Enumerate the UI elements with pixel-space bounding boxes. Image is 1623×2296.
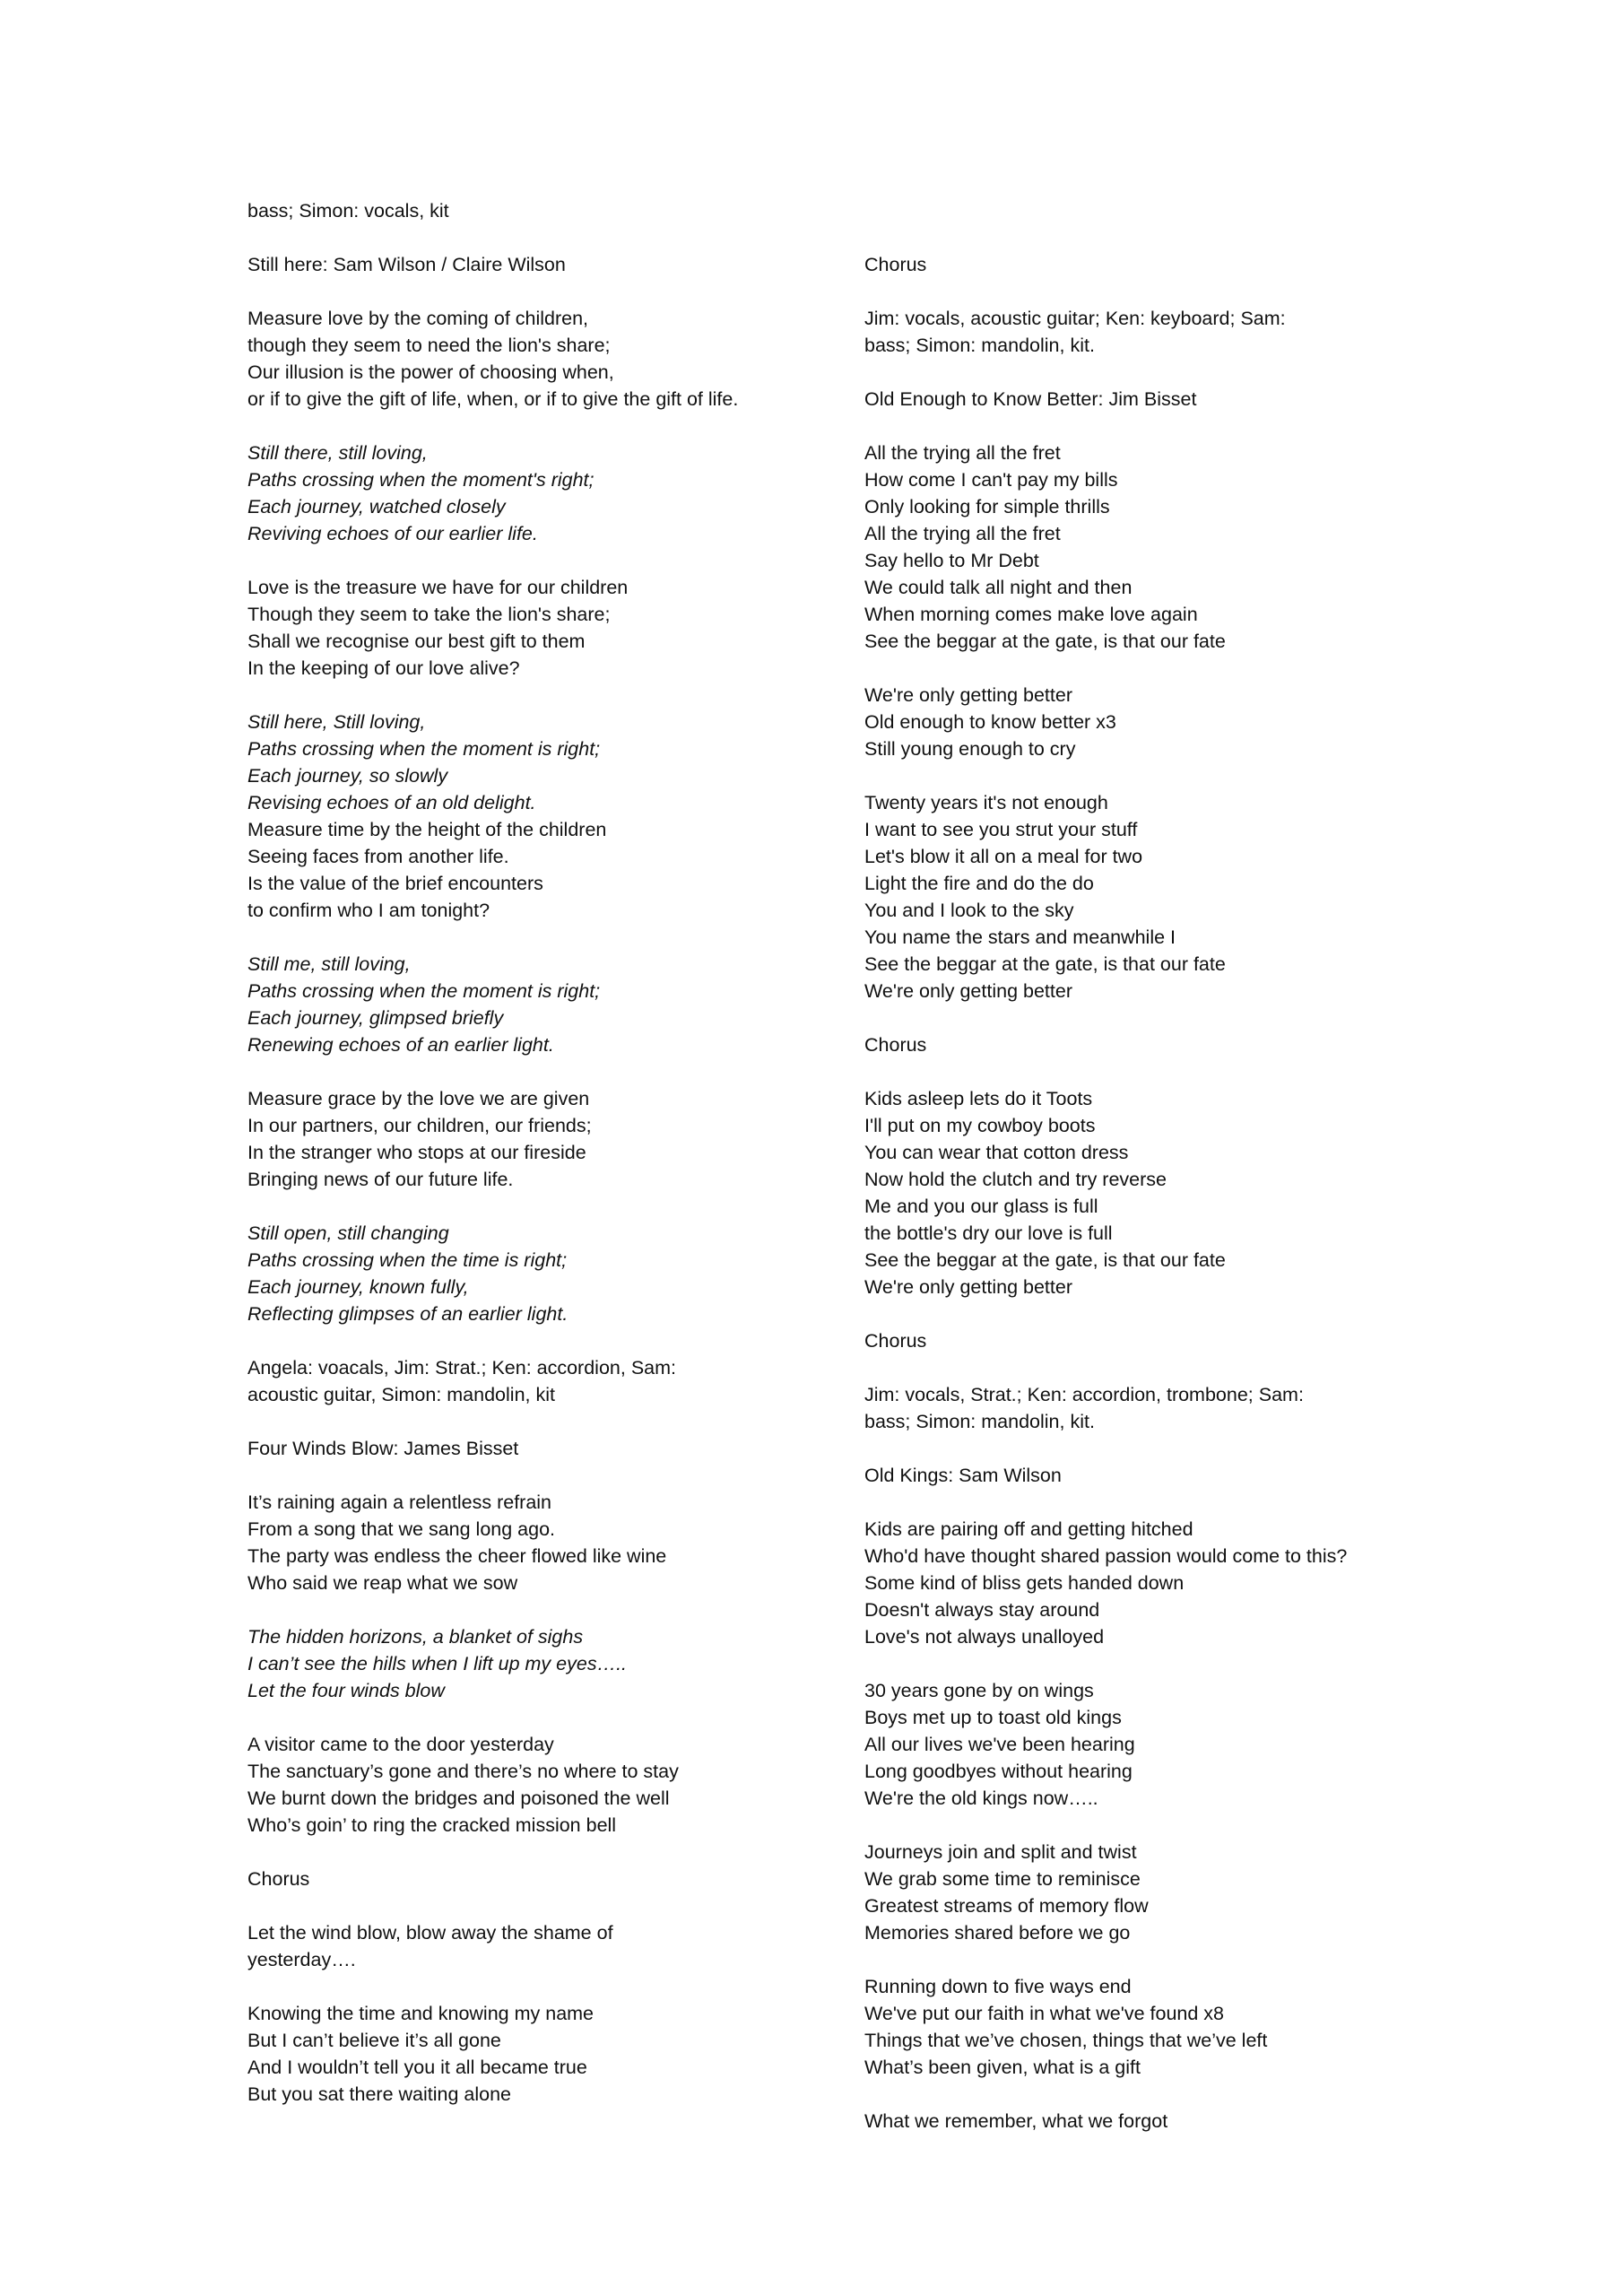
lyric-line: Me and you our glass is full bbox=[864, 1196, 1098, 1217]
lyric-line: What we remember, what we forgot bbox=[864, 2110, 1168, 2132]
lyric-line: But you sat there waiting alone bbox=[247, 2083, 512, 2105]
lyric-line: The hidden horizons, a blanket of sighs bbox=[247, 1626, 584, 1648]
lyric-line: bass; Simon: vocals, kit bbox=[247, 200, 449, 222]
lyric-line: Long goodbyes without hearing bbox=[864, 1761, 1133, 1782]
lyric-line: Old Kings: Sam Wilson bbox=[864, 1465, 1062, 1486]
lyric-line: yesterday…. bbox=[247, 1949, 356, 1970]
lyric-line: Though they seem to take the lion's share; bbox=[247, 604, 611, 625]
lyric-line: I can’t see the hills when I lift up my eyes….. bbox=[247, 1653, 628, 1674]
lyric-line: But I can’t believe it’s all gone bbox=[247, 2030, 501, 2051]
lyric-line: Measure time by the height of the children bbox=[247, 819, 607, 840]
lyric-line: Chorus bbox=[864, 1330, 927, 1352]
lyric-line: The party was endless the cheer flowed like wine bbox=[247, 1545, 667, 1567]
lyric-line: Kids asleep lets do it Toots bbox=[864, 1088, 1093, 1109]
lyric-line: We're only getting better bbox=[864, 1276, 1072, 1298]
lyric-line: 30 years gone by on wings bbox=[864, 1680, 1094, 1701]
lyric-line: Reflecting glimpses of an earlier light. bbox=[247, 1303, 568, 1325]
lyric-line: Let the wind blow, blow away the shame of bbox=[247, 1922, 613, 1944]
lyric-line: the bottle's dry our love is full bbox=[864, 1222, 1113, 1244]
lyric-line: In our partners, our children, our friends; bbox=[247, 1115, 592, 1136]
lyric-line: Jim: vocals, Strat.; Ken: accordion, trombone; Sam: bbox=[864, 1384, 1304, 1405]
lyric-line: We grab some time to reminisce bbox=[864, 1868, 1141, 1890]
lyric-line: A visitor came to the door yesterday bbox=[247, 1734, 554, 1755]
lyric-line: In the stranger who stops at our fireside bbox=[247, 1142, 586, 1163]
lyric-line: What’s been given, what is a gift bbox=[864, 2057, 1141, 2078]
lyric-line: Chorus bbox=[247, 1868, 310, 1890]
lyric-line: You name the stars and meanwhile I bbox=[864, 926, 1176, 948]
lyric-line: Who said we reap what we sow bbox=[247, 1572, 518, 1594]
lyric-line: See the beggar at the gate, is that our fate bbox=[864, 631, 1226, 652]
lyric-line: Jim: vocals, acoustic guitar; Ken: keyboard; Sam: bbox=[864, 308, 1286, 329]
lyric-line: Who'd have thought shared passion would come to this? bbox=[864, 1545, 1348, 1567]
lyric-line: All our lives we've been hearing bbox=[864, 1734, 1135, 1755]
lyric-line: You can wear that cotton dress bbox=[864, 1142, 1129, 1163]
lyric-line: It’s raining again a relentless refrain bbox=[247, 1492, 552, 1513]
lyric-line: Some kind of bliss gets handed down bbox=[864, 1572, 1185, 1594]
lyric-line: Each journey, watched closely bbox=[247, 496, 506, 517]
lyric-line: Running down to five ways end bbox=[864, 1976, 1132, 1997]
lyric-line: Memories shared before we go bbox=[864, 1922, 1131, 1944]
lyric-line: I'll put on my cowboy boots bbox=[864, 1115, 1096, 1136]
lyric-line: Now hold the clutch and try reverse bbox=[864, 1169, 1167, 1190]
lyric-line: We burnt down the bridges and poisoned the well bbox=[247, 1787, 670, 1809]
lyric-line: Say hello to Mr Debt bbox=[864, 550, 1039, 571]
lyric-line: Still here: Sam Wilson / Claire Wilson bbox=[247, 254, 566, 275]
lyric-line: Renewing echoes of an earlier light. bbox=[247, 1034, 554, 1056]
lyric-line: Our illusion is the power of choosing when, bbox=[247, 361, 614, 383]
lyric-line: See the beggar at the gate, is that our fate bbox=[864, 953, 1226, 975]
lyric-line: Who’s goin’ to ring the cracked mission bell bbox=[247, 1814, 617, 1836]
lyric-line: Chorus bbox=[864, 254, 927, 275]
lyric-line: Paths crossing when the moment is right; bbox=[247, 738, 601, 760]
lyric-line: Paths crossing when the moment is right; bbox=[247, 980, 601, 1002]
lyric-line: or if to give the gift of life, when, or if to give the gift of life. bbox=[247, 388, 739, 410]
lyric-line: You and I look to the sky bbox=[864, 900, 1074, 921]
lyric-line: Greatest streams of memory flow bbox=[864, 1895, 1149, 1917]
lyric-line: We're only getting better bbox=[864, 980, 1072, 1002]
lyric-line: Only looking for simple thrills bbox=[864, 496, 1110, 517]
lyric-line: Is the value of the brief encounters bbox=[247, 873, 543, 894]
lyric-line: Each journey, known fully, bbox=[247, 1276, 469, 1298]
lyric-line: Each journey, glimpsed briefly bbox=[247, 1007, 504, 1029]
lyric-line: See the beggar at the gate, is that our fate bbox=[864, 1249, 1226, 1271]
lyric-line: We could talk all night and then bbox=[864, 577, 1133, 598]
lyric-line: Measure grace by the love we are given bbox=[247, 1088, 590, 1109]
lyric-line: And I wouldn’t tell you it all became true bbox=[247, 2057, 587, 2078]
lyric-line: Things that we’ve chosen, things that we’ve left bbox=[864, 2030, 1268, 2051]
lyric-line: acoustic guitar, Simon: mandolin, kit bbox=[247, 1384, 555, 1405]
lyric-line: Twenty years it's not enough bbox=[864, 792, 1108, 813]
lyric-line: Journeys join and split and twist bbox=[864, 1841, 1137, 1863]
lyric-line: Paths crossing when the moment's right; bbox=[247, 469, 595, 491]
lyric-line: In the keeping of our love alive? bbox=[247, 657, 520, 679]
lyric-line: We're only getting better bbox=[864, 684, 1072, 706]
lyric-line: Seeing faces from another life. bbox=[247, 846, 509, 867]
lyric-line: Doesn't always stay around bbox=[864, 1599, 1100, 1621]
lyric-line: Still here, Still loving, bbox=[247, 711, 426, 733]
lyric-line: Boys met up to toast old kings bbox=[864, 1707, 1122, 1728]
lyric-line: bass; Simon: mandolin, kit. bbox=[864, 335, 1095, 356]
lyric-line: We've put our faith in what we've found x8 bbox=[864, 2003, 1225, 2024]
lyric-line: Knowing the time and knowing my name bbox=[247, 2003, 595, 2024]
lyric-line: Still there, still loving, bbox=[247, 442, 428, 464]
lyric-line: Old Enough to Know Better: Jim Bisset bbox=[864, 388, 1197, 410]
lyric-line: Let the four winds blow bbox=[247, 1680, 445, 1701]
lyric-line: Angela: voacals, Jim: Strat.; Ken: accordion, Sam: bbox=[247, 1357, 676, 1378]
lyric-line: Love is the treasure we have for our children bbox=[247, 577, 629, 598]
lyric-line: though they seem to need the lion's share; bbox=[247, 335, 611, 356]
lyric-line: Paths crossing when the time is right; bbox=[247, 1249, 568, 1271]
lyric-line: Chorus bbox=[864, 1034, 927, 1056]
lyric-line: I want to see you strut your stuff bbox=[864, 819, 1138, 840]
lyric-line: Measure love by the coming of children, bbox=[247, 308, 589, 329]
lyric-line: Four Winds Blow: James Bisset bbox=[247, 1438, 519, 1459]
lyric-line: From a song that we sang long ago. bbox=[247, 1518, 556, 1540]
lyric-line: Reviving echoes of our earlier life. bbox=[247, 523, 538, 544]
lyric-line: Kids are pairing off and getting hitched bbox=[864, 1518, 1193, 1540]
lyric-line: Still young enough to cry bbox=[864, 738, 1076, 760]
lyric-line: Shall we recognise our best gift to them bbox=[247, 631, 586, 652]
lyric-line: bass; Simon: mandolin, kit. bbox=[864, 1411, 1095, 1432]
lyric-line: How come I can't pay my bills bbox=[864, 469, 1118, 491]
lyric-line: to confirm who I am tonight? bbox=[247, 900, 490, 921]
lyric-line: Let's blow it all on a meal for two bbox=[864, 846, 1143, 867]
lyric-line: Revising echoes of an old delight. bbox=[247, 792, 536, 813]
lyric-line: All the trying all the fret bbox=[864, 442, 1061, 464]
lyric-line: Love's not always unalloyed bbox=[864, 1626, 1105, 1648]
lyric-line: Still open, still changing bbox=[247, 1222, 449, 1244]
lyric-line: The sanctuary’s gone and there’s no where to stay bbox=[247, 1761, 679, 1782]
lyric-line: Light the fire and do the do bbox=[864, 873, 1094, 894]
lyric-line: Each journey, so slowly bbox=[247, 765, 448, 787]
lyric-line: Old enough to know better x3 bbox=[864, 711, 1116, 733]
lyric-line: When morning comes make love again bbox=[864, 604, 1198, 625]
lyric-line: Bringing news of our future life. bbox=[247, 1169, 514, 1190]
lyric-line: All the trying all the fret bbox=[864, 523, 1061, 544]
lyric-line: Still me, still loving, bbox=[247, 953, 411, 975]
lyric-line: We're the old kings now….. bbox=[864, 1787, 1098, 1809]
